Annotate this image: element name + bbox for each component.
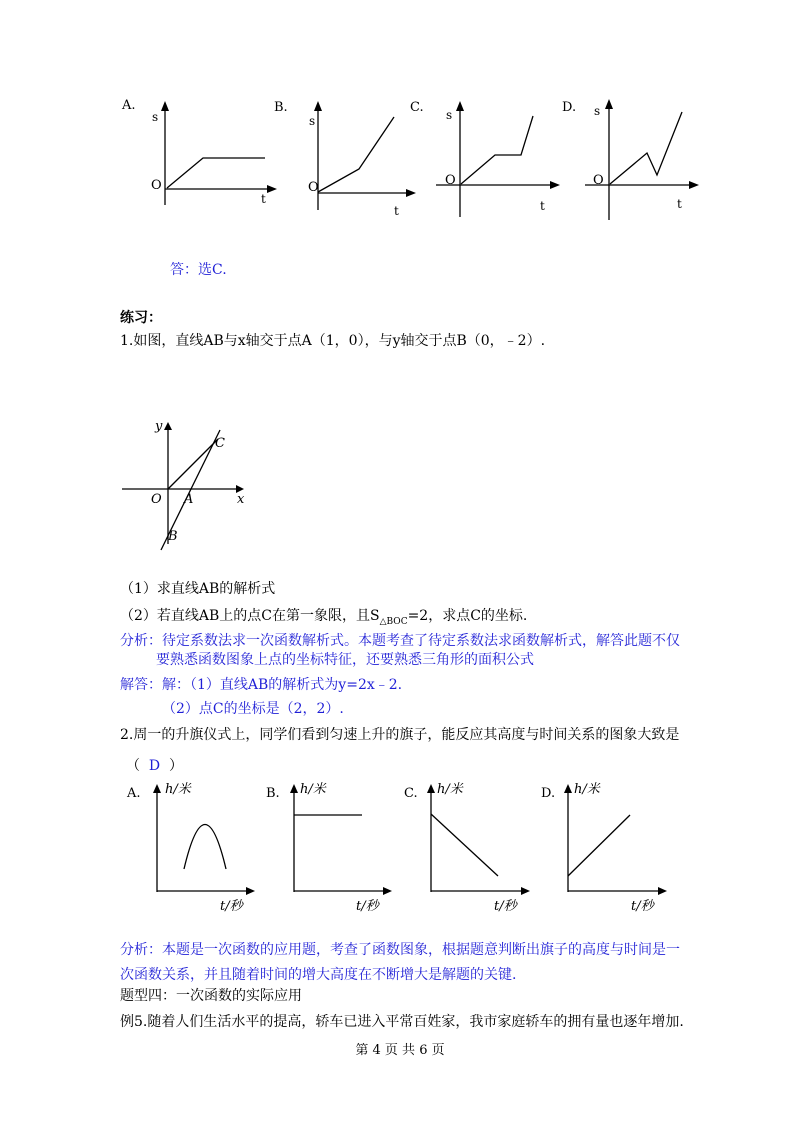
graph-d-svg [560,95,710,225]
svg-text:C.: C. [404,786,418,801]
svg-text:t: t [677,197,682,211]
svg-text:O: O [151,178,162,193]
top-graph-d [560,95,710,225]
top-graph-b [272,95,422,225]
q1-answer-line1: 解答：解：（1）直线AB的解析式为y=2x﹣2. [120,677,403,693]
q2-graph-a [125,780,260,915]
page-footer: 第 4 页 共 6 页 [355,1043,445,1058]
q2-answer: （ D ） [126,758,184,774]
svg-text:h/米: h/米 [574,782,600,797]
graph-b-svg [272,95,422,225]
top-answer: 答：选C. [170,262,227,278]
svg-text:h/米: h/米 [437,782,463,797]
svg-text:O: O [445,173,456,188]
option-label: A. [122,98,136,113]
q2-analysis-line2: 次函数关系，并且随着时间的增大高度在不断增大是解题的关键. [120,967,517,983]
svg-text:A: A [184,492,194,507]
graph-d-curve [610,112,682,184]
svg-text:t/秒: t/秒 [631,899,654,914]
svg-text:B.: B. [266,786,280,801]
q1-analysis-line2: 要熟悉函数图象上点的坐标特征，还要熟悉三角形的面积公式 [156,652,534,668]
q2-graph-c [400,780,540,915]
top-graph-c [408,95,563,225]
q2-a-curve [184,825,226,870]
svg-text:s: s [446,108,453,122]
top-graph-a [120,95,280,215]
graph-c-svg [408,95,563,225]
section4-title: 题型四：一次函数的实际应用 [120,988,302,1004]
svg-text:s: s [309,114,316,128]
svg-text:h/米: h/米 [165,782,191,797]
q1-answer-line2: （2）点C的坐标是（2，2）. [162,701,344,717]
svg-text:x: x [237,492,245,507]
q2-c-curve [431,814,498,876]
svg-text:O: O [308,180,319,195]
svg-text:O: O [151,492,162,507]
svg-text:C.: C. [410,100,424,115]
q1-figure-svg [118,416,253,556]
q1-part1: （1）求直线AB的解析式 [120,581,276,597]
graph-c-curve [461,116,533,184]
svg-text:D.: D. [541,786,556,801]
graph-a-svg [120,95,280,215]
svg-text:B.: B. [274,100,288,115]
svg-text:O: O [593,173,604,188]
svg-text:t: t [261,192,266,206]
q2-stem: 2.周一的升旗仪式上，同学们看到匀速上升的旗子，能反应其高度与时间关系的图象大致是 [120,727,680,743]
practice-heading: 练习： [120,310,162,326]
svg-text:t: t [394,204,399,218]
svg-text:B: B [168,529,178,544]
q1-analysis-line1: 分析：待定系数法求一次函数解析式。本题考查了待定系数法求函数解析式，解答此题不仅 [120,633,680,649]
svg-text:t/秒: t/秒 [494,899,517,914]
svg-text:t: t [540,199,545,213]
svg-text:s: s [152,110,159,124]
q2-graph-b [262,780,402,915]
svg-text:t/秒: t/秒 [220,899,243,914]
svg-text:h/米: h/米 [300,782,326,797]
graph-a-curve [167,158,265,188]
svg-text:C: C [215,436,225,451]
svg-text:s: s [594,104,601,118]
svg-text:y: y [155,419,163,434]
q1-figure [118,416,253,556]
q2-d-curve [568,815,630,876]
q1-stem: 1.如图，直线AB与x轴交于点A（1，0），与y轴交于点B（0，﹣2）. [120,333,546,349]
q1-part2: （2）若直线AB上的点C在第一象限，且$S_{\triangle BOC}=2$，求点C的坐标. [120,608,528,627]
example5: 例5.随着人们生活水平的提高，轿车已进入平常百姓家，我市家庭轿车的拥有量也逐年增加. [120,1014,684,1030]
svg-text:D.: D. [562,100,577,115]
q2-analysis-line1: 分析：本题是一次函数的应用题，考查了函数图象，根据题意判断出旗子的高度与时间是一 [120,942,680,958]
q2-graph-d [537,780,677,915]
svg-text:t/秒: t/秒 [356,899,379,914]
svg-text:A.: A. [127,786,141,801]
graph-b-curve [318,117,394,192]
